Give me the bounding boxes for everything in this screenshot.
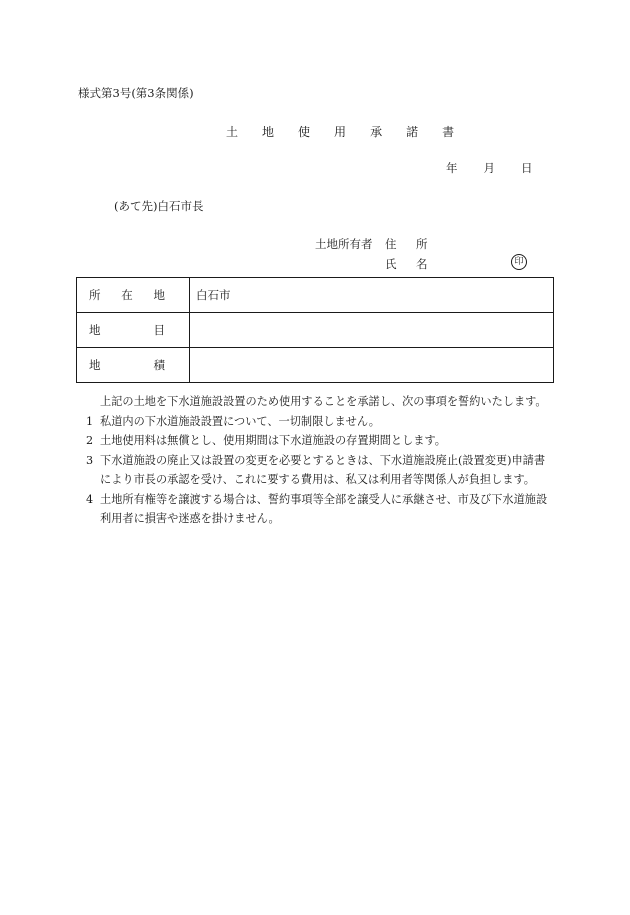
item-number: 3	[86, 453, 94, 467]
label-char: 地	[153, 288, 165, 302]
owner-label: 土地所有者	[315, 237, 373, 251]
pledge-item	[86, 490, 556, 529]
item-number: 4	[86, 492, 94, 506]
item-text: 私道内の下水道施設設置について、一切制限しません。	[100, 414, 380, 428]
land-info-table	[76, 277, 554, 383]
pledge-item	[86, 412, 556, 432]
table-row	[77, 313, 554, 348]
label-char: 地	[89, 358, 101, 372]
date-year-label: 年	[446, 161, 458, 175]
title-char: 用	[334, 125, 347, 139]
pledge-body	[86, 392, 556, 529]
label-char: 積	[153, 358, 165, 372]
pledge-item	[86, 451, 556, 490]
title-char: 土	[226, 125, 239, 139]
date-day-label: 日	[521, 161, 533, 175]
item-text: 下水道施設の廃止又は設置の変更を必要とするときは、下水道施設廃止(設置変更)申請書により市長の承認を受け、これに要する費用は、私又は利用者等関係人が負担します。	[100, 453, 546, 486]
form-number: 様式第3号(第3条関係)	[78, 86, 194, 100]
item-number: 1	[86, 414, 94, 428]
addressee: (あて先)白石市長	[114, 199, 204, 213]
owner-name-label: 氏 名	[385, 257, 432, 271]
item-text: 土地所有権等を譲渡する場合は、誓約事項等全部を譲受人に承継させ、市及び下水道施設利用者に損害や迷惑を掛けません。	[100, 492, 548, 525]
item-text: 土地使用料は無償とし、使用期間は下水道施設の存置期間とします。	[100, 434, 446, 447]
table-row	[77, 278, 554, 313]
land-area-label-cell	[77, 348, 190, 383]
land-category-label-cell	[77, 313, 190, 348]
title-char: 使	[298, 125, 311, 139]
label-char: 目	[153, 323, 165, 337]
land-category-value	[190, 313, 554, 348]
label-char: 地	[89, 323, 101, 337]
label-char: 在	[121, 288, 133, 302]
title-char: 承	[370, 125, 383, 139]
land-area-value	[190, 348, 554, 383]
location-value: 白石市	[190, 278, 554, 313]
location-label-cell	[77, 278, 190, 313]
pledge-intro: 上記の土地を下水道施設設置のため使用することを承諾し、次の事項を誓約いたします。	[100, 395, 547, 408]
title-char: 書	[442, 125, 455, 139]
seal-mark: 印	[511, 254, 527, 270]
title-char: 諾	[406, 125, 419, 139]
item-number: 2	[86, 434, 94, 447]
table-row	[77, 348, 554, 383]
date-line	[446, 160, 533, 176]
owner-address-label: 住 所	[385, 237, 432, 251]
date-month-label: 月	[483, 161, 495, 175]
title-char: 地	[262, 125, 275, 139]
document-title	[226, 123, 454, 140]
pledge-item	[86, 431, 556, 451]
label-char: 所	[89, 288, 101, 302]
